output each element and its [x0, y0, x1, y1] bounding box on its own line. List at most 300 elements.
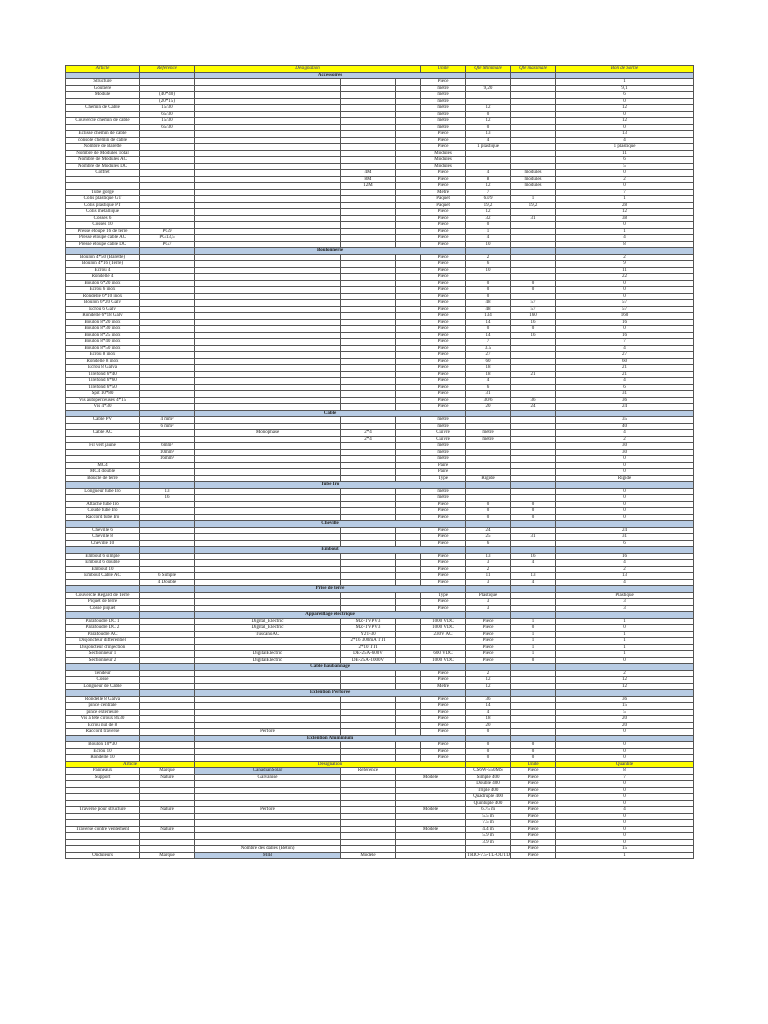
cell-bon-sortie: 1	[556, 644, 694, 651]
cell-unit: mètre	[421, 456, 466, 463]
cell-unit: Pièce	[421, 267, 466, 274]
cell-article: Nombre de Modules DC	[66, 163, 140, 170]
cell-field2: Référence	[341, 768, 396, 775]
cell-qty-min: 20	[466, 404, 511, 411]
cell-quantity: 15	[556, 846, 694, 853]
cell-article: Rondelle 4	[66, 274, 140, 281]
cell-qty-min: 8	[466, 176, 511, 183]
section-title: Cheville	[195, 521, 466, 528]
cell-article: Tendeur	[66, 670, 140, 677]
cell-field3: Modèle	[396, 807, 466, 814]
cell-unit: Pièce	[421, 137, 466, 144]
cell-unit: Pièce	[511, 800, 556, 807]
cell-bon-sortie: 0	[556, 124, 694, 131]
cell-qty-min: 2	[466, 254, 511, 261]
cell-unit: Pièce	[421, 300, 466, 307]
cell-article: Chemin de Cable	[66, 105, 140, 112]
cell-qty-max: 0	[511, 514, 556, 521]
cell-qty-max: 1	[511, 631, 556, 638]
section-title: Câble	[195, 410, 466, 417]
cell-bon-sortie: 27	[556, 352, 694, 359]
cell-model: CS6W-550MS	[466, 768, 511, 775]
section-title: Prise de terre	[195, 586, 466, 593]
cell-bon-sortie: 160	[556, 313, 694, 320]
section-title: Câble haubannage	[195, 664, 466, 671]
cell-unit: Pièce	[511, 787, 556, 794]
cell-unit: Pièce	[421, 144, 466, 151]
cell-bon-sortie: 4	[556, 560, 694, 567]
cell-unit: Pièce	[511, 833, 556, 840]
cell-unit: mètre	[421, 488, 466, 495]
cell-spec: 2*10 TTI	[341, 644, 396, 651]
cell-article: console chemin de cable	[66, 137, 140, 144]
cell-unit: Pièce	[421, 579, 466, 586]
section-title: Extention Aluminium	[195, 735, 466, 742]
cell-qty-min: 0	[466, 742, 511, 749]
cell-article: Couvercle Regard de Terre	[66, 592, 140, 599]
cell-designation: Perforé	[195, 729, 341, 736]
cell-qty-min: 134	[466, 313, 511, 320]
cell-unit: mètre	[421, 423, 466, 430]
cell-article: Fil vert jaune	[66, 443, 140, 450]
cell-unit: Pièce	[421, 209, 466, 216]
cell-qty-max: 16	[511, 319, 556, 326]
cell-qty-min: 0	[466, 514, 511, 521]
cell-bon-sortie: 12	[556, 683, 694, 690]
cell-reference: 6 mm²	[140, 423, 195, 430]
cell-article: Longueur de Cable	[66, 683, 140, 690]
cell-article: Boulon 8*20 inox	[66, 319, 140, 326]
cell-qty-min: 12	[466, 118, 511, 125]
cell-article: Tirefond 6*50	[66, 384, 140, 391]
cell-unit: Pièce	[421, 703, 466, 710]
cell-bon-sortie: 4	[556, 378, 694, 385]
cell-qty-min: 2	[466, 566, 511, 573]
cell-spec: Y2T-30	[341, 631, 396, 638]
cell-article: Rondelle 6*10 inox	[66, 293, 140, 300]
cell-qty-min: 2	[466, 670, 511, 677]
cell-bon-sortie: 20	[556, 716, 694, 723]
cell-field: Nature	[140, 774, 195, 781]
cell-value: CanadianSolar	[195, 768, 341, 775]
header-designation: Désignation	[195, 66, 421, 73]
footer-header-article: Article	[66, 761, 195, 768]
cell-unit: Pièce	[421, 131, 466, 138]
cell-qty-max: 19,2	[511, 202, 556, 209]
cell-article: Ecrou 10	[66, 748, 140, 755]
cell-article: Embout 6 double	[66, 560, 140, 567]
cell-unit: Pièce	[421, 358, 466, 365]
cell-article: Goutière	[66, 85, 140, 92]
cell-article: Boulon 8*30 inox	[66, 326, 140, 333]
cell-unit: Pièce	[511, 794, 556, 801]
cell-bon-sortie: 9	[556, 261, 694, 268]
cell-bon-sortie: 0	[556, 293, 694, 300]
cell-article: Presse étoupe 16 de terre	[66, 228, 140, 235]
cell-model: 6.75 m	[466, 807, 511, 814]
cell-article: Disjoncteur différentiel	[66, 638, 140, 645]
cell-unit: Pièce	[511, 846, 556, 853]
cell-unit: Pièce	[421, 573, 466, 580]
cell-qty-min: 3.5	[466, 345, 511, 352]
cell-field3: Modèle	[396, 774, 466, 781]
cell-qty-min: 3	[466, 599, 511, 606]
cell-quantity: 0	[556, 820, 694, 827]
section-title: Accessoires	[195, 72, 466, 79]
cell-quantity: 4	[556, 807, 694, 814]
cell-article: Cheville 10	[66, 540, 140, 547]
cell-bon-sortie: 2	[556, 670, 694, 677]
footer-header-designation: Désignation	[195, 761, 466, 768]
cell-article: pince centrale	[66, 703, 140, 710]
stock-table	[65, 65, 694, 859]
cell-qty-min: 4	[466, 709, 511, 716]
cell-qty-min: 14	[466, 332, 511, 339]
cell-qty-min: 24	[466, 527, 511, 534]
section-title: Embout	[195, 547, 466, 554]
cell-reference: 65/30	[140, 124, 195, 131]
cell-qty-min: 25	[466, 534, 511, 541]
cell-bon-sortie: Plastique	[556, 592, 694, 599]
cell-bon-sortie: 2	[556, 436, 694, 443]
cell-qty-max: 4	[511, 579, 556, 586]
cell-unit: Pièce	[421, 170, 466, 177]
cell-unit: Pièce	[421, 501, 466, 508]
section-title: Extention Perforée	[195, 690, 466, 697]
cell-bon-sortie: 1	[556, 618, 694, 625]
cell-spec: 8M	[341, 176, 396, 183]
cell-bon-sortie: 0	[556, 625, 694, 632]
cell-bon-sortie: 0	[556, 456, 694, 463]
cell-article: Embout 6 simple	[66, 553, 140, 560]
cell-qty-min: 63/9	[466, 196, 511, 203]
cell-unit: Modules	[421, 157, 466, 164]
cell-bon-sortie: 0	[556, 508, 694, 515]
cell-qty-min: Pièce	[466, 631, 511, 638]
cell-quantity: 8	[556, 768, 694, 775]
cell-bon-sortie: 57	[556, 306, 694, 313]
cell-qty-max: 0	[511, 755, 556, 762]
cell-qty-min: 48	[466, 306, 511, 313]
cell-unit: Pièce	[421, 748, 466, 755]
cell-qty-min: 13	[466, 131, 511, 138]
cell-unit: Pièce	[421, 365, 466, 372]
cell-article: Boulon 6*20 Galv	[66, 300, 140, 307]
cell-article: Cosses 10	[66, 222, 140, 229]
cell-qty-min: mètre	[466, 430, 511, 437]
cell-unit: Pièce	[421, 722, 466, 729]
cell-unit: Pièce	[421, 313, 466, 320]
cell-qty-min: 0	[466, 501, 511, 508]
cell-model: 3.9 m	[466, 839, 511, 846]
cell-qty-min: Pièce	[466, 625, 511, 632]
cell-unit: Pièce	[421, 742, 466, 749]
cell-article: Ecrou 4	[66, 267, 140, 274]
cell-qty-min: 6	[466, 540, 511, 547]
cell-bon-sortie: 4	[556, 430, 694, 437]
cell-unit: Pièce	[421, 183, 466, 190]
cell-bon-sortie: 4	[556, 345, 694, 352]
cell-reference: 65/30	[140, 111, 195, 118]
cell-reference: (40*40)	[140, 92, 195, 99]
cell-qty-min: 0	[466, 729, 511, 736]
cell-unit: Pièce	[421, 352, 466, 359]
cell-unit: Pièce	[511, 852, 556, 859]
cell-article: Spit 10*80	[66, 391, 140, 398]
cell-unit: Pièce	[421, 176, 466, 183]
cell-unit: Pièce	[421, 560, 466, 567]
cell-article: Rondelle 8 inox	[66, 358, 140, 365]
cell-bon-sortie: 15	[556, 703, 694, 710]
cell-bon-sortie: 30	[556, 449, 694, 456]
cell-bon-sortie: 30	[556, 443, 694, 450]
cell-designation: Digital_Electric	[195, 625, 341, 632]
cell-reference: PG7	[140, 241, 195, 248]
cell-article: Rondelle 6*18 Galv	[66, 313, 140, 320]
cell-qty-min: 30/6	[466, 397, 511, 404]
cell-bon-sortie: 12	[556, 677, 694, 684]
cell-article: pince exterieure	[66, 709, 140, 716]
cell-article: Colis metallique	[66, 209, 140, 216]
cell-unit: Pièce	[421, 215, 466, 222]
footer-row	[66, 852, 694, 859]
cell-article: Cable AC	[66, 430, 140, 437]
cell-unit: Pièce	[421, 527, 466, 534]
cell-qty-max: 0	[511, 625, 556, 632]
cell-unit: Pièce	[421, 729, 466, 736]
cell-qty-max: 0	[511, 508, 556, 515]
cell-reference: 16mm²	[140, 456, 195, 463]
cell-bon-sortie: 1	[556, 631, 694, 638]
cell-bon-sortie: 60	[556, 358, 694, 365]
cell-bon-sortie: 0	[556, 657, 694, 664]
cell-unit: Type	[421, 592, 466, 599]
cell-unit: mètre	[421, 118, 466, 125]
cell-qty-min: 31	[466, 391, 511, 398]
cell-quantity: 0	[556, 794, 694, 801]
cell-article: Sectionneur 1	[66, 651, 140, 658]
cell-reference: 6 Simple	[140, 573, 195, 580]
cell-article: Raccord traverse	[66, 729, 140, 736]
cell-article: Cosse piquet	[66, 605, 140, 612]
cell-bon-sortie: 20	[556, 722, 694, 729]
cell-unit: Paquet	[421, 202, 466, 209]
cell-qty-max: 13	[511, 573, 556, 580]
cell-field: Marque	[140, 852, 195, 859]
cell-article: Module	[66, 92, 140, 99]
cell-unit: Pièce	[421, 228, 466, 235]
cell-qty-min: 18	[466, 371, 511, 378]
cell-bon-sortie: 22	[556, 274, 694, 281]
cell-article: Boulon 4*16 (Terre)	[66, 261, 140, 268]
cell-bon-sortie: 7	[556, 189, 694, 196]
cell-bon-sortie: 1	[556, 79, 694, 86]
cell-unit: Pièce	[421, 287, 466, 294]
cell-quantity: 1	[556, 852, 694, 859]
cell-article: Boucle de terre	[66, 475, 140, 482]
cell-qty-min: 3	[466, 579, 511, 586]
cell-unit: Pièce	[511, 820, 556, 827]
cell-qty-min: mètre	[466, 436, 511, 443]
cell-article: Disjoncteur d'injection	[66, 644, 140, 651]
cell-unit: Pièce	[421, 274, 466, 281]
cell-reference: 15/30	[140, 118, 195, 125]
cell-article: Onduleurs	[66, 852, 140, 859]
cell-model: Quadruple 400	[466, 794, 511, 801]
cell-article: Ecrou 6 Galv	[66, 306, 140, 313]
cell-unit: Pièce	[421, 677, 466, 684]
cell-article: Longueur tube Iro	[66, 488, 140, 495]
cell-bon-sortie: 4	[556, 137, 694, 144]
cell-bon-sortie: 7	[556, 339, 694, 346]
cell-article: Vis à tête ciroux 8x30	[66, 716, 140, 723]
cell-bon-sortie: 6	[556, 157, 694, 164]
cell-qty-min: 12	[466, 683, 511, 690]
cell-article: Boulon 6*20 inox	[66, 280, 140, 287]
cell-bon-sortie: 21	[556, 371, 694, 378]
cell-article: Tube gorge	[66, 189, 140, 196]
cell-bon-sortie: 13	[556, 131, 694, 138]
cell-unit: Pièce	[421, 293, 466, 300]
cell-bon-sortie: 9,1	[556, 85, 694, 92]
cell-unit: Pièce	[421, 391, 466, 398]
cell-qty-min: 0	[466, 748, 511, 755]
cell-field: Nature	[140, 807, 195, 814]
cell-qty-min: 7	[466, 339, 511, 346]
section-title: Appareillage électrique	[195, 612, 466, 619]
cell-unit: Paire	[421, 462, 466, 469]
cell-bon-sortie: 0	[556, 222, 694, 229]
cell-qty-max: 1	[511, 618, 556, 625]
cell-reference: 13	[140, 488, 195, 495]
cell-qty-min: 12	[466, 677, 511, 684]
cell-qty-max: 160	[511, 313, 556, 320]
cell-qty-min: 0	[466, 111, 511, 118]
cell-bon-sortie: 21	[556, 365, 694, 372]
cell-article: Colis plastique PT	[66, 202, 140, 209]
cell-qty-min: 0	[466, 222, 511, 229]
cell-qty-min: Rigide	[466, 475, 511, 482]
header-qty-max: Qté maximale	[511, 66, 556, 73]
cell-qty-max: 0	[511, 657, 556, 664]
cell-qty-max: 0	[511, 280, 556, 287]
cell-bon-sortie: 0	[556, 98, 694, 105]
cell-article: Cheville 6	[66, 527, 140, 534]
cell-unit: Pièce	[421, 339, 466, 346]
cell-qty-min: 1	[466, 228, 511, 235]
cell-qty-min: 13	[466, 553, 511, 560]
cell-spec: 2*4	[341, 430, 396, 437]
cell-article: Traverse contre ventement	[66, 826, 140, 833]
cell-article: Nombre de Modules AC	[66, 157, 140, 164]
cell-bon-sortie: 12	[556, 118, 694, 125]
cell-unit: Pièce	[511, 807, 556, 814]
cell-bon-sortie: 6	[556, 92, 694, 99]
cell-unit: Modules	[421, 150, 466, 157]
header-unit: Unité	[421, 66, 466, 73]
cell-quantity: 0	[556, 787, 694, 794]
cell-unit: 1000 VDC	[421, 657, 466, 664]
cell-article: Colis plastique GT	[66, 196, 140, 203]
cell-unit: Pièce	[421, 670, 466, 677]
cell-article: Boulon 8*25 inox	[66, 332, 140, 339]
cell-field: Marque	[140, 768, 195, 775]
cell-qty-min: 7	[466, 189, 511, 196]
cell-designation: DigitalElectric	[195, 651, 341, 658]
cell-qty-min: 14	[466, 319, 511, 326]
cell-qty-min: 0	[466, 124, 511, 131]
cell-qty-max: 0	[511, 748, 556, 755]
cell-unit: Pièce	[421, 540, 466, 547]
cell-unit: Cuivre	[421, 436, 466, 443]
cell-designation: Monophasé	[195, 430, 341, 437]
cell-reference: 6mm²	[140, 443, 195, 450]
cell-value: MIB	[195, 852, 341, 859]
cell-bon-sortie: 24	[556, 404, 694, 411]
cell-spec: MZ-TVPV3	[341, 625, 396, 632]
cell-unit: Pièce	[421, 384, 466, 391]
cell-article: Boulon 8*40 inox	[66, 339, 140, 346]
cell-article: Presse étoupe cable AC	[66, 235, 140, 242]
cell-bon-sortie: 2	[556, 254, 694, 261]
cell-bon-sortie: 1	[556, 196, 694, 203]
cell-article: Traverse pour structure	[66, 807, 140, 814]
cell-bon-sortie: 1 plastique	[556, 144, 694, 151]
cell-bon-sortie: 8	[556, 241, 694, 248]
cell-quantity: 0	[556, 833, 694, 840]
cell-qty-min: 18	[466, 365, 511, 372]
cell-bon-sortie: 40	[556, 423, 694, 430]
cell-spec: 2*16 300mA TTI	[341, 638, 396, 645]
cell-value: Nombre des dalles (Beton)	[195, 846, 341, 853]
cell-qty-max: 36	[511, 397, 556, 404]
cell-qty-max: 16	[511, 332, 556, 339]
cell-field3: Modèle	[396, 826, 466, 833]
cell-bon-sortie: 3	[556, 605, 694, 612]
cell-model: Double 400	[466, 781, 511, 788]
cell-unit: Pièce	[421, 508, 466, 515]
cell-unit: Pièce	[511, 826, 556, 833]
cell-bon-sortie: 1	[556, 228, 694, 235]
cell-qty-min: 12	[466, 183, 511, 190]
cell-article: Sectionneur 2	[66, 657, 140, 664]
cell-value: Galvanisé	[195, 774, 341, 781]
cell-bon-sortie: 12	[556, 209, 694, 216]
cell-model: 4.4 m	[466, 826, 511, 833]
cell-unit: Pièce	[511, 781, 556, 788]
cell-bon-sortie: 3	[556, 599, 694, 606]
cell-bon-sortie: 31	[556, 534, 694, 541]
cell-quantity: 0	[556, 800, 694, 807]
cell-spec: 12M	[341, 183, 396, 190]
cell-quantity: 7	[556, 774, 694, 781]
cell-unit: Pièce	[421, 566, 466, 573]
cell-unit: Mètre	[421, 683, 466, 690]
cell-qty-max: modules	[511, 170, 556, 177]
cell-qty-min: 4	[466, 235, 511, 242]
cell-reference: 16	[140, 495, 195, 502]
cell-bon-sortie: 0	[556, 469, 694, 476]
cell-article: Nombre de Barette	[66, 144, 140, 151]
footer-header-unit: Unité	[511, 761, 556, 768]
cell-reference: 4 mm²	[140, 417, 195, 424]
cell-article: Cheville 8	[66, 534, 140, 541]
cell-article: Cosses 6	[66, 215, 140, 222]
cell-qty-min: 10	[466, 241, 511, 248]
cell-qty-max: 0	[511, 742, 556, 749]
cell-bon-sortie: 12	[556, 105, 694, 112]
cell-article: Vis 4*30	[66, 404, 140, 411]
